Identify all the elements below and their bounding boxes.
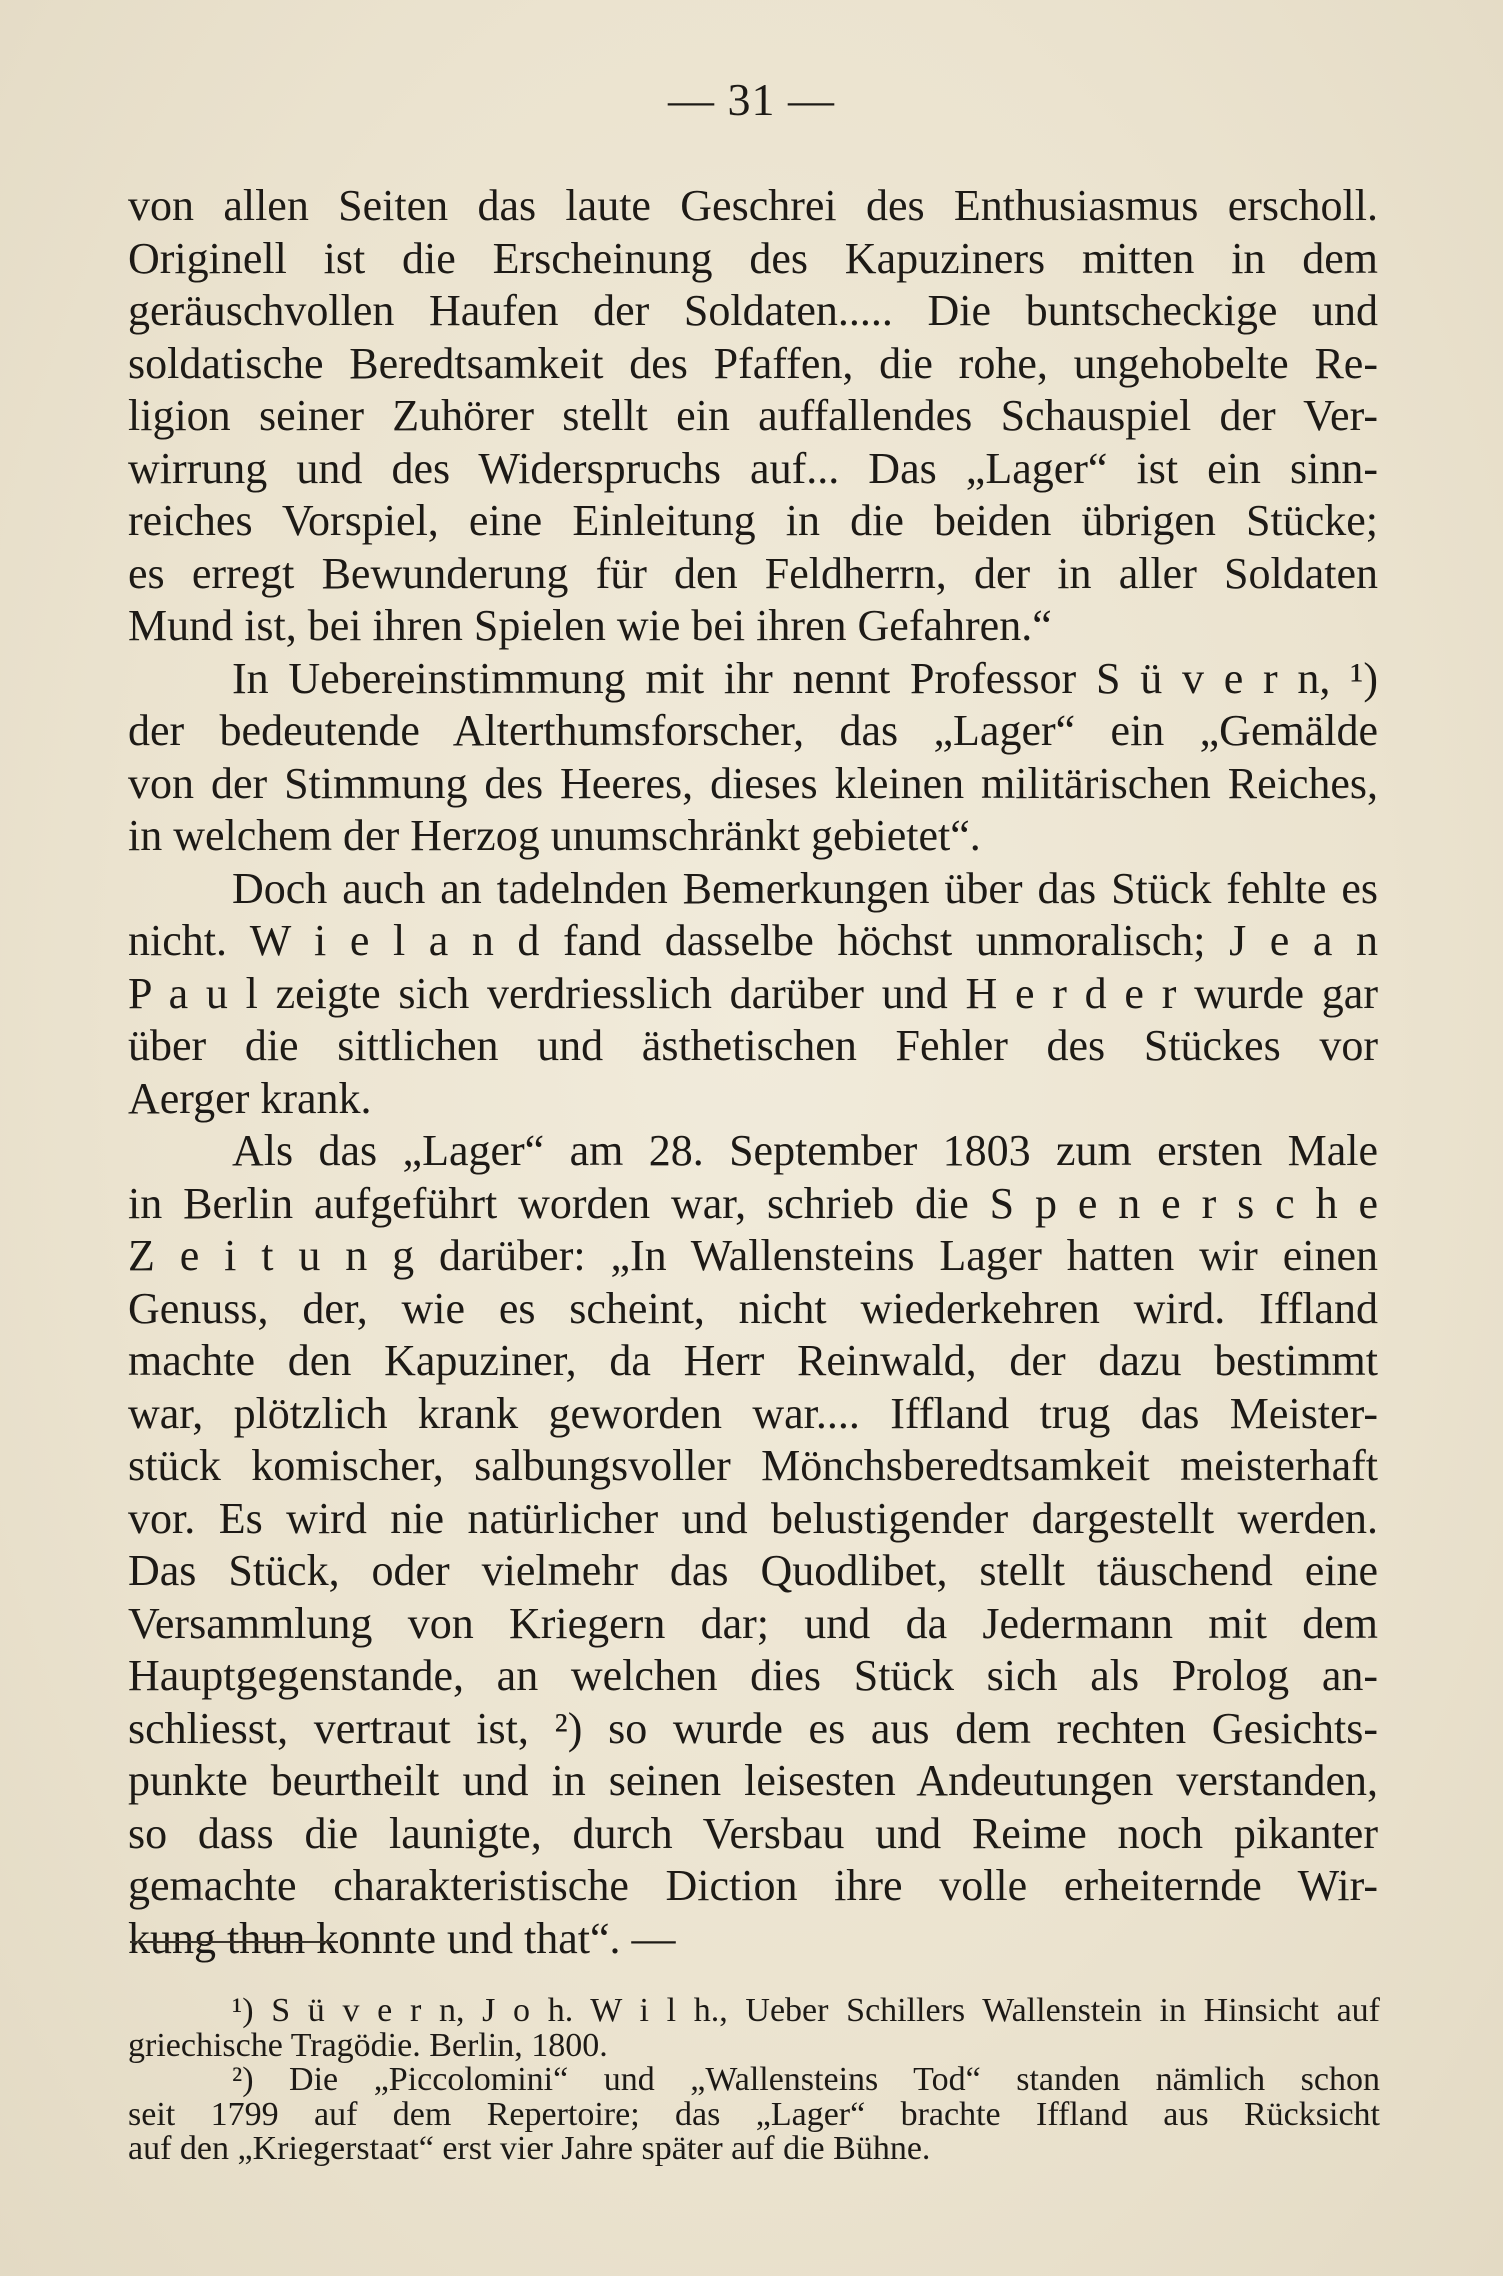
footnote-line: seit 1799 auf dem Repertoire; das „Lager“ brachte Iffland aus Rücksicht <box>128 2095 1380 2133</box>
page-number: — 31 — <box>668 74 835 125</box>
text-line: der bedeutende Alterthumsforscher, das „Lager“ ein „Gemälde <box>128 706 1378 755</box>
text-line: Doch auch an tadelnden Bemerkungen über das Stück fehlte es <box>232 863 1378 913</box>
text-line: Z e i t u n g darüber: „In Wallensteins Lager hatten wir einen <box>128 1231 1378 1280</box>
text-line: Als das „Lager“ am 28. September 1803 zum ersten Male <box>232 1126 1378 1175</box>
text-line: P a u l zeigte sich verdriesslich darüber und H e r d e r wurde gar <box>128 968 1378 1018</box>
text-line: Hauptgegenstande, an welchen dies Stück sich als Prolog an- <box>128 1651 1378 1700</box>
text-line: Genuss, der, wie es scheint, nicht wiederkehren wird. Iffland <box>128 1283 1378 1333</box>
text-line: machte den Kapuziner, da Herr Reinwald, der dazu bestimmt <box>128 1336 1378 1385</box>
text-line: kung thun konnte und that“. — <box>128 1913 676 1963</box>
text-line: Originell ist die Erscheinung des Kapuziners mitten in dem <box>128 233 1378 283</box>
text-line: stück komischer, salbungsvoller Mönchsberedtsamkeit meisterhaft <box>128 1441 1378 1490</box>
text-line: soldatische Beredtsamkeit des Pfaffen, die rohe, ungehobelte Re- <box>128 338 1378 388</box>
text-line: In Uebereinstimmung mit ihr nennt Professor S ü v e r n, ¹) <box>232 653 1378 703</box>
text-line: schliesst, vertraut ist, ²) so wurde es aus dem rechten Gesichts- <box>128 1703 1378 1753</box>
text-line: geräuschvollen Haufen der Soldaten..... Die buntscheckige und <box>128 286 1378 335</box>
text-line: Das Stück, oder vielmehr das Quodlibet, stellt täuschend eine <box>128 1546 1378 1595</box>
footnote-line: ¹) S ü v e r n, J o h. W i l h., Ueber Schillers Wallenstein in Hinsicht auf <box>232 1992 1380 2029</box>
text-line: es erregt Bewunderung für den Feldherrn, der in aller Soldaten <box>128 548 1378 598</box>
text-line: Aerger krank. <box>128 1073 372 1123</box>
text-line: nicht. W i e l a n d fand dasselbe höchst unmoralisch; J e a n <box>128 916 1378 965</box>
footnote-line: auf den „Kriegerstaat“ erst vier Jahre später auf die Bühne. <box>128 2130 931 2167</box>
text-line: von der Stimmung des Heeres, dieses kleinen militärischen Reiches, <box>128 758 1378 808</box>
text-line: punkte beurtheilt und in seinen leisesten Andeutungen verstanden, <box>128 1756 1378 1805</box>
text-line: in welchem der Herzog unumschränkt gebietet“. <box>128 811 981 860</box>
text-line: vor. Es wird nie natürlicher und belustigender dargestellt werden. <box>128 1493 1378 1543</box>
text-line: in Berlin aufgeführt worden war, schrieb die S p e n e r s c h e <box>128 1178 1378 1228</box>
footnote-line: griechische Tragödie. Berlin, 1800. <box>128 2026 608 2064</box>
text-line: so dass die launigte, durch Versbau und Reime noch pikanter <box>128 1808 1378 1858</box>
footnotes-block <box>128 1994 1380 2167</box>
text-line: Versammlung von Kriegern dar; und da Jedermann mit dem <box>128 1598 1378 1648</box>
text-line: ligion seiner Zuhörer stellt ein auffallendes Schauspiel der Ver- <box>128 391 1378 440</box>
footnote-line: ²) Die „Piccolomini“ und „Wallensteins Tod“ standen nämlich schon <box>232 2061 1380 2098</box>
text-line: von allen Seiten das laute Geschrei des Enthusiasmus erscholl. <box>128 181 1378 230</box>
footnote-divider <box>130 1941 338 1943</box>
text-line: wirrung und des Widerspruchs auf... Das „Lager“ ist ein sinn- <box>128 443 1378 493</box>
text-line: Mund ist, bei ihren Spielen wie bei ihren Gefahren.“ <box>128 601 1052 650</box>
text-line: gemachte charakteristische Diction ihre volle erheiternde Wir- <box>128 1861 1378 1910</box>
main-text-block <box>128 180 1378 1965</box>
text-line: reiches Vorspiel, eine Einleitung in die beiden übrigen Stücke; <box>128 496 1378 545</box>
text-line: über die sittlichen und ästhetischen Fehler des Stückes vor <box>128 1021 1378 1070</box>
text-line: war, plötzlich krank geworden war.... Iffland trug das Meister- <box>128 1388 1378 1438</box>
